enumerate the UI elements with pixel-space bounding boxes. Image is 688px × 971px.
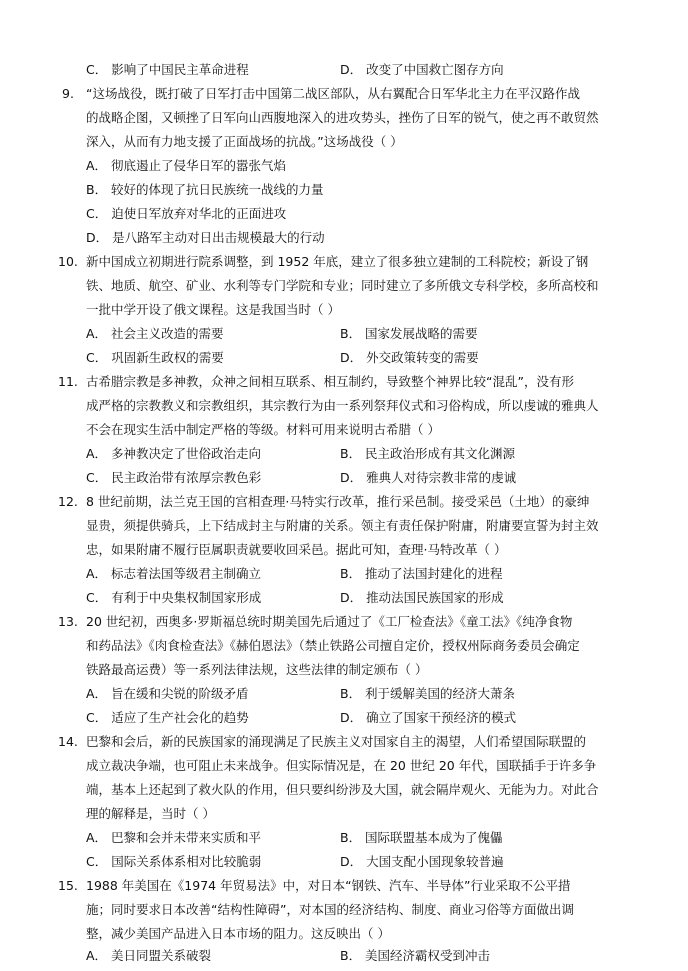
- question-10-number: 10.: [58, 254, 78, 269]
- question-9-option-d: D． 是八路军主动对日出击规模最大的行动: [86, 230, 325, 245]
- question-15-number: 15.: [58, 878, 78, 893]
- question-9-number: 9.: [62, 86, 74, 101]
- question-15-option-a: A． 美日同盟关系破裂: [86, 948, 212, 963]
- question-10-option-c: C． 巩固新生政权的需要: [86, 350, 224, 365]
- question-10-line-3: 一批中学开设了俄文课程。这是我国当时（ ）: [86, 302, 340, 317]
- question-9-option-b: B． 较好的体现了抗日民族统一战线的力量: [86, 182, 324, 197]
- question-13-option-d: D． 确立了国家干预经济的模式: [340, 710, 517, 725]
- question-14-line-4: 理的解释是，当时（ ）: [86, 806, 215, 821]
- question-13-number: 13.: [58, 614, 78, 629]
- question-13-option-b: B． 利于缓解美国的经济大萧条: [340, 686, 516, 701]
- question-13-line-2: 和药品法》《肉食检查法》《赫伯恩法》（禁止铁路公司擅自定价，授权州际商务委员会确定: [86, 638, 580, 653]
- question-14-option-b: B． 国际联盟基本成为了傀儡: [340, 830, 503, 845]
- question-10-line-1: 新中国成立初期进行院系调整，到 1952 年底，建立了很多独立建制的工科院校；新设了钢: [86, 254, 589, 269]
- question-12-option-d: D． 推动法国民族国家的形成: [340, 590, 504, 605]
- question-12-option-c: C． 有利于中央集权制国家形成: [86, 590, 262, 605]
- question-12-option-a: A． 标志着法国等级君主制确立: [86, 566, 262, 581]
- question-14-line-3: 端，基本上还起到了救火队的作用，但只要纠纷涉及大国，就会隔岸观火、无能为力。对此合: [86, 782, 599, 797]
- question-14-option-c: C． 国际关系体系相对比较脆弱: [86, 854, 262, 869]
- question-15-option-b: B． 美国经济霸权受到冲击: [340, 948, 491, 963]
- question-13-line-1: 20 世纪初，西奥多·罗斯福总统时期美国先后通过了《工厂检查法》《童工法》《纯净食物: [86, 614, 573, 629]
- question-13-option-a: A． 旨在缓和尖锐的阶级矛盾: [86, 686, 249, 701]
- question-9-option-c: C． 迫使日军放弃对华北的正面进攻: [86, 206, 287, 221]
- question-11-line-3: 不会在现实生活中制定严格的等级。材料可用来说明古希腊（ ）: [86, 422, 440, 437]
- question-14-option-d: D． 大国支配小国现象较普遍: [340, 854, 504, 869]
- question-9-line-2: 的战略企图，又顿挫了日军向山西腹地深入的进攻势头，挫伤了日军的锐气，使之再不敢贸然: [86, 110, 599, 125]
- question-11-line-1: 古希腊宗教是多神教，众神之间相互联系、相互制约，导致整个神界比较“混乱”，没有形: [86, 374, 574, 389]
- question-11-option-d: D． 雅典人对待宗教非常的虔诚: [340, 470, 517, 485]
- question-10-option-b: B． 国家发展战略的需要: [340, 326, 478, 341]
- question-13-option-c: C． 适应了生产社会化的趋势: [86, 710, 249, 725]
- question-15-line-3: 整，减少美国产品进入日本市场的阻力。这反映出（ ）: [86, 926, 390, 941]
- question-12-line-2: 显贵，须提供骑兵，上下结成封主与附庸的关系。领主有责任保护附庸，附庸要宣誓为封主效: [86, 518, 599, 533]
- question-13-line-3: 铁路最高运费）等一系列法律法规，这些法律的制定颁布（ ）: [86, 662, 428, 677]
- option-prev-c: C． 影响了中国民主革命进程: [86, 62, 249, 77]
- question-11-option-a: A． 多神教决定了世俗政治走向: [86, 446, 262, 461]
- question-9-line-3: 深入，从而有力地支援了正面战场的抗战。”这场战役（ ）: [86, 134, 403, 149]
- question-14-line-2: 成立裁决争端，也可阻止未来战争。但实际情况是，在 20 世纪 20 年代，国联插手于许多争: [86, 758, 597, 773]
- question-15-line-1: 1988 年美国在《1974 年贸易法》中，对日本“钢铁、汽车、半导体”行业采取不公平措: [86, 878, 571, 893]
- question-11-option-c: C． 民主政治带有浓厚宗教色彩: [86, 470, 262, 485]
- option-prev-d: D． 改变了中国救亡图存方向: [340, 62, 504, 77]
- question-12-line-1: 8 世纪前期，法兰克王国的宫相查理·马特实行改革，推行采邑制。接受采邑（土地）的豪绅: [86, 494, 590, 509]
- question-15-line-2: 施；同时要求日本改善“结构性障碍”，对本国的经济结构、制度、商业习俗等方面做出调: [86, 902, 574, 917]
- question-14-option-a: A． 巴黎和会并未带来实质和平: [86, 830, 262, 845]
- question-14-line-1: 巴黎和会后，新的民族国家的涌现满足了民族主义对国家自主的渴望，人们希望国际联盟的: [86, 734, 587, 749]
- question-10-line-2: 铁、地质、航空、矿业、水利等专门学院和专业；同时建立了多所俄文专科学校，多所高校和: [86, 278, 599, 293]
- question-14-number: 14.: [58, 734, 78, 749]
- question-11-option-b: B． 民主政治形成有其文化渊源: [340, 446, 516, 461]
- question-11-number: 11.: [58, 374, 78, 389]
- question-11-line-2: 成严格的宗教教义和宗教组织，其宗教行为由一系列祭拜仪式和习俗构成，所以虔诚的雅典人: [86, 398, 599, 413]
- question-12-option-b: B． 推动了法国封建化的进程: [340, 566, 503, 581]
- question-9-option-a: A． 彻底遏止了侵华日军的嚣张气焰: [86, 158, 287, 173]
- question-10-option-d: D． 外交政策转变的需要: [340, 350, 479, 365]
- question-12-number: 12.: [58, 494, 78, 509]
- question-12-line-3: 忠，如果附庸不履行臣属职责就要收回采邑。据此可知，查理·马特改革（ ）: [86, 542, 507, 557]
- question-9-line-1: “这场战役，既打破了日军打击中国第二战区部队，从右翼配合日军华北主力在平汉路作战: [86, 86, 580, 101]
- question-10-option-a: A． 社会主义改造的需要: [86, 326, 224, 341]
